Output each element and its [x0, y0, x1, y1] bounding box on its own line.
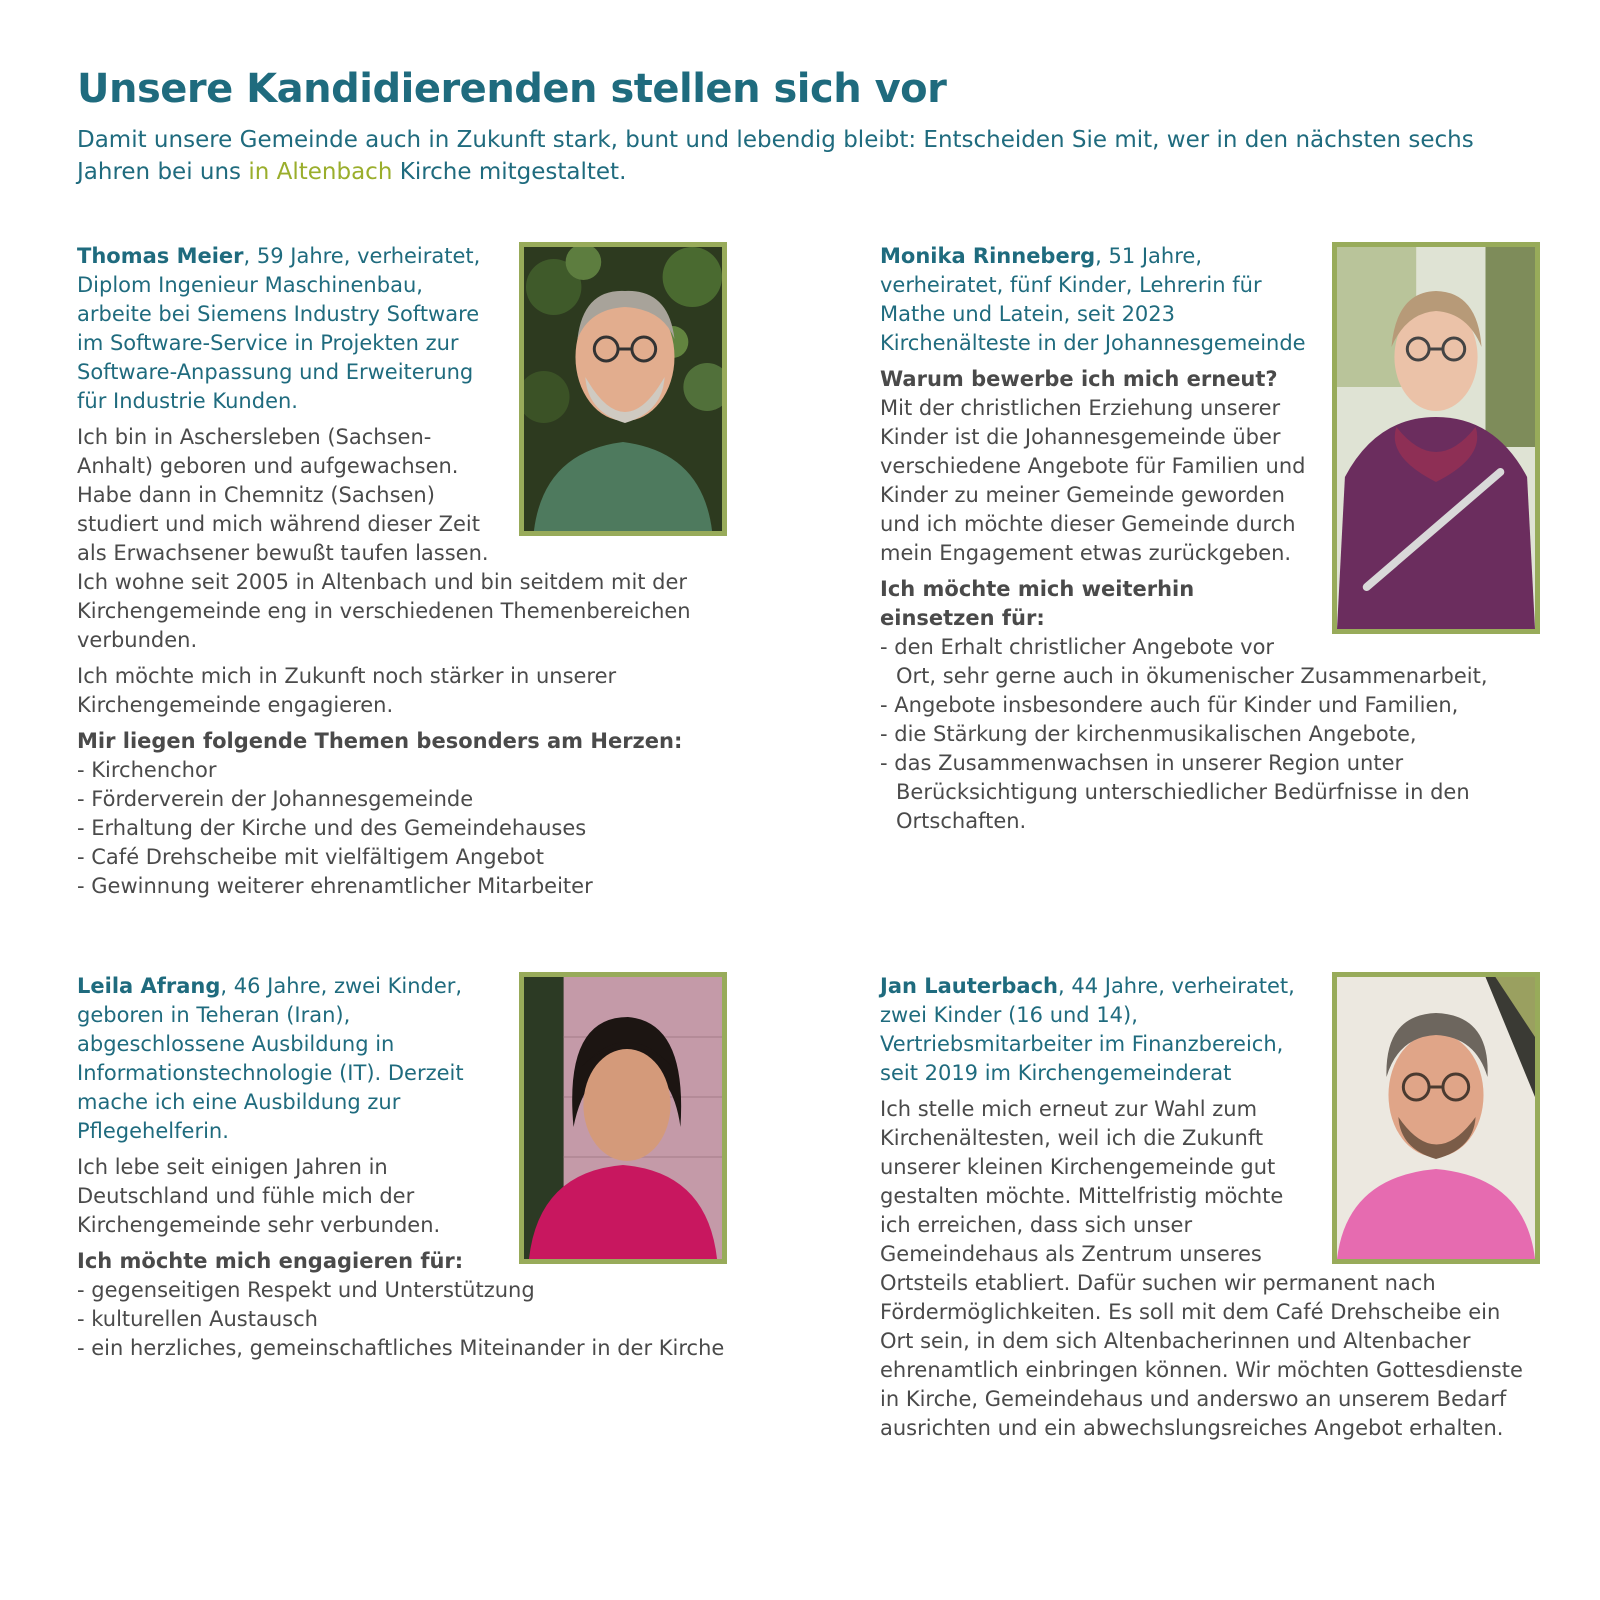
candidate-leila-afrang	[77, 972, 727, 1363]
intro-text	[77, 124, 1497, 188]
candidate-bio: Mit der christlichen Erziehung unserer Kinder ist die Johannesgemeinde über verschiedene Angebote für Familien und Kinder zu meiner Gemeinde geworden und ich möchte dieser Gemeinde durch mein Engagement etwas zurückgeben.	[880, 396, 1306, 565]
list-item: - Erhaltung der Kirche und des Gemeindehauses	[77, 814, 727, 843]
candidate-name: Leila Afrang	[77, 974, 221, 998]
topics-list	[880, 633, 1540, 836]
topics-heading: Mir liegen folgende Themen besonders am Herzen:	[77, 729, 683, 753]
list-item: - das Zusammenwachsen in unserer Region unter Berücksichtigung unterschiedlicher Bedürfnisse in den Ortschaften.	[880, 749, 1540, 836]
candidate-lead-text: , 46 Jahre, zwei Kinder, geboren in Teheran (Iran), abgeschlossene Ausbildung in Informationstechnologie (IT). Derzeit mache ich eine Ausbildung zur Pflegehelferin.	[77, 974, 464, 1143]
candidate-bio: Ich lebe seit einigen Jahren in Deutschland und fühle mich der Kirchengemeinde sehr verbunden.	[77, 1155, 441, 1237]
candidate-lead-text: , 51 Jahre, verheiratet, fünf Kinder, Lehrerin für Mathe und Latein, seit 2023 Kirchenälteste in der Johannesgemeinde	[880, 244, 1306, 355]
candidate-photo	[1332, 242, 1540, 634]
candidate-bio: Ich bin in Aschersleben (Sachsen-Anhalt) geboren und aufgewachsen. Habe dann in Chemnitz (Sachsen) studiert und mich während dieser Zeit als Erwachsener bewußt taufen lassen. Ich wohne seit 2005 in Altenbach und bin seitdem mit der Kirchengemeinde eng in verschiedenen Themenbereichen verbunden.	[77, 425, 691, 652]
list-item: - Gewinnung weiterer ehrenamtlicher Mitarbeiter	[77, 872, 727, 901]
topics-heading: Ich möchte mich engagieren für:	[77, 1249, 464, 1273]
candidate-name: Thomas Meier	[77, 244, 244, 268]
candidate-photo	[519, 242, 727, 536]
portrait-man-glasses	[524, 247, 722, 531]
list-item: - die Stärkung der kirchenmusikalischen Angebote,	[880, 720, 1540, 749]
intro-highlight: in Altenbach	[248, 159, 393, 185]
candidate-goal: Ich möchte mich in Zukunft noch stärker in unserer Kirchengemeinde engagieren.	[77, 664, 617, 717]
list-item: - Förderverein der Johannesgemeinde	[77, 785, 727, 814]
candidate-jan-lauterbach	[880, 972, 1540, 1450]
topics-list	[77, 756, 727, 901]
motivation-heading: Warum bewerbe ich mich erneut?	[880, 367, 1278, 391]
topics-heading: Ich möchte mich weiterhin einsetzen für:	[880, 577, 1195, 630]
candidate-photo	[1332, 972, 1540, 1264]
candidate-photo	[519, 972, 727, 1264]
list-item: - Angebote insbesondere auch für Kinder und Familien,	[880, 691, 1540, 720]
portrait-woman-flute	[1337, 247, 1535, 629]
list-item: - gegenseitigen Respekt und Unterstützung	[77, 1276, 727, 1305]
candidate-lead-text: , 59 Jahre, verheiratet, Diplom Ingenieur Maschinenbau, arbeite bei Siemens Industry Software im Software-Service in Projekten zur Software-Anpassung und Erweiterung für Industrie Kunden.	[77, 244, 481, 413]
intro-part1: Damit unsere Gemeinde auch in Zukunft stark, bunt und lebendig bleibt: Entscheiden Sie mit, wer in den nächsten sechs Jahren bei uns	[77, 127, 1474, 185]
candidate-thomas-meier	[77, 242, 727, 901]
candidate-bio: Ich stelle mich erneut zur Wahl zum Kirchenältesten, weil ich die Zukunft unserer kleinen Kirchengemeinde gut gestalten möchte. Mittelfristig möchte ich erreichen, dass sich unser Gemeindehaus als Zentrum unseres Ortsteils etabliert. Dafür suchen wir permanent nach Fördermöglichkeiten. Es soll mit dem Café Drehscheibe ein Ort sein, in dem sich Altenbacherinnen und Altenbacher ehrenamtlich einbringen können. Wir möchten Gottesdienste in Kirche, Gemeindehaus und anderswo an unserem Bedarf ausrichten und ein abwechslungsreiches Angebot erhalten.	[880, 1097, 1523, 1440]
intro-part2: Kirche mitgestaltet.	[392, 159, 627, 185]
list-item: - Café Drehscheibe mit vielfältigem Angebot	[77, 843, 727, 872]
candidate-name: Monika Rinneberg	[880, 244, 1096, 268]
list-item: - den Erhalt christlicher Angebote vor Ort, sehr gerne auch in ökumenischer Zusammenarbeit,	[880, 633, 1540, 691]
candidate-lead-text: , 44 Jahre, verheiratet, zwei Kinder (16 und 14), Vertriebsmitarbeiter im Finanzbereich, seit 2019 im Kirchengemeinderat	[880, 974, 1295, 1085]
portrait-woman-red-hoodie	[524, 977, 722, 1259]
portrait-man-pink-shirt	[1337, 977, 1535, 1259]
list-item: - Kirchenchor	[77, 756, 727, 785]
page-title: Unsere Kandidierenden stellen sich vor	[77, 66, 947, 112]
candidate-name: Jan Lauterbach	[880, 974, 1058, 998]
list-item: - ein herzliches, gemeinschaftliches Miteinander in der Kirche	[77, 1334, 727, 1363]
list-item: - kulturellen Austausch	[77, 1305, 727, 1334]
candidate-monika-rinneberg	[880, 242, 1540, 836]
topics-list	[77, 1276, 727, 1363]
